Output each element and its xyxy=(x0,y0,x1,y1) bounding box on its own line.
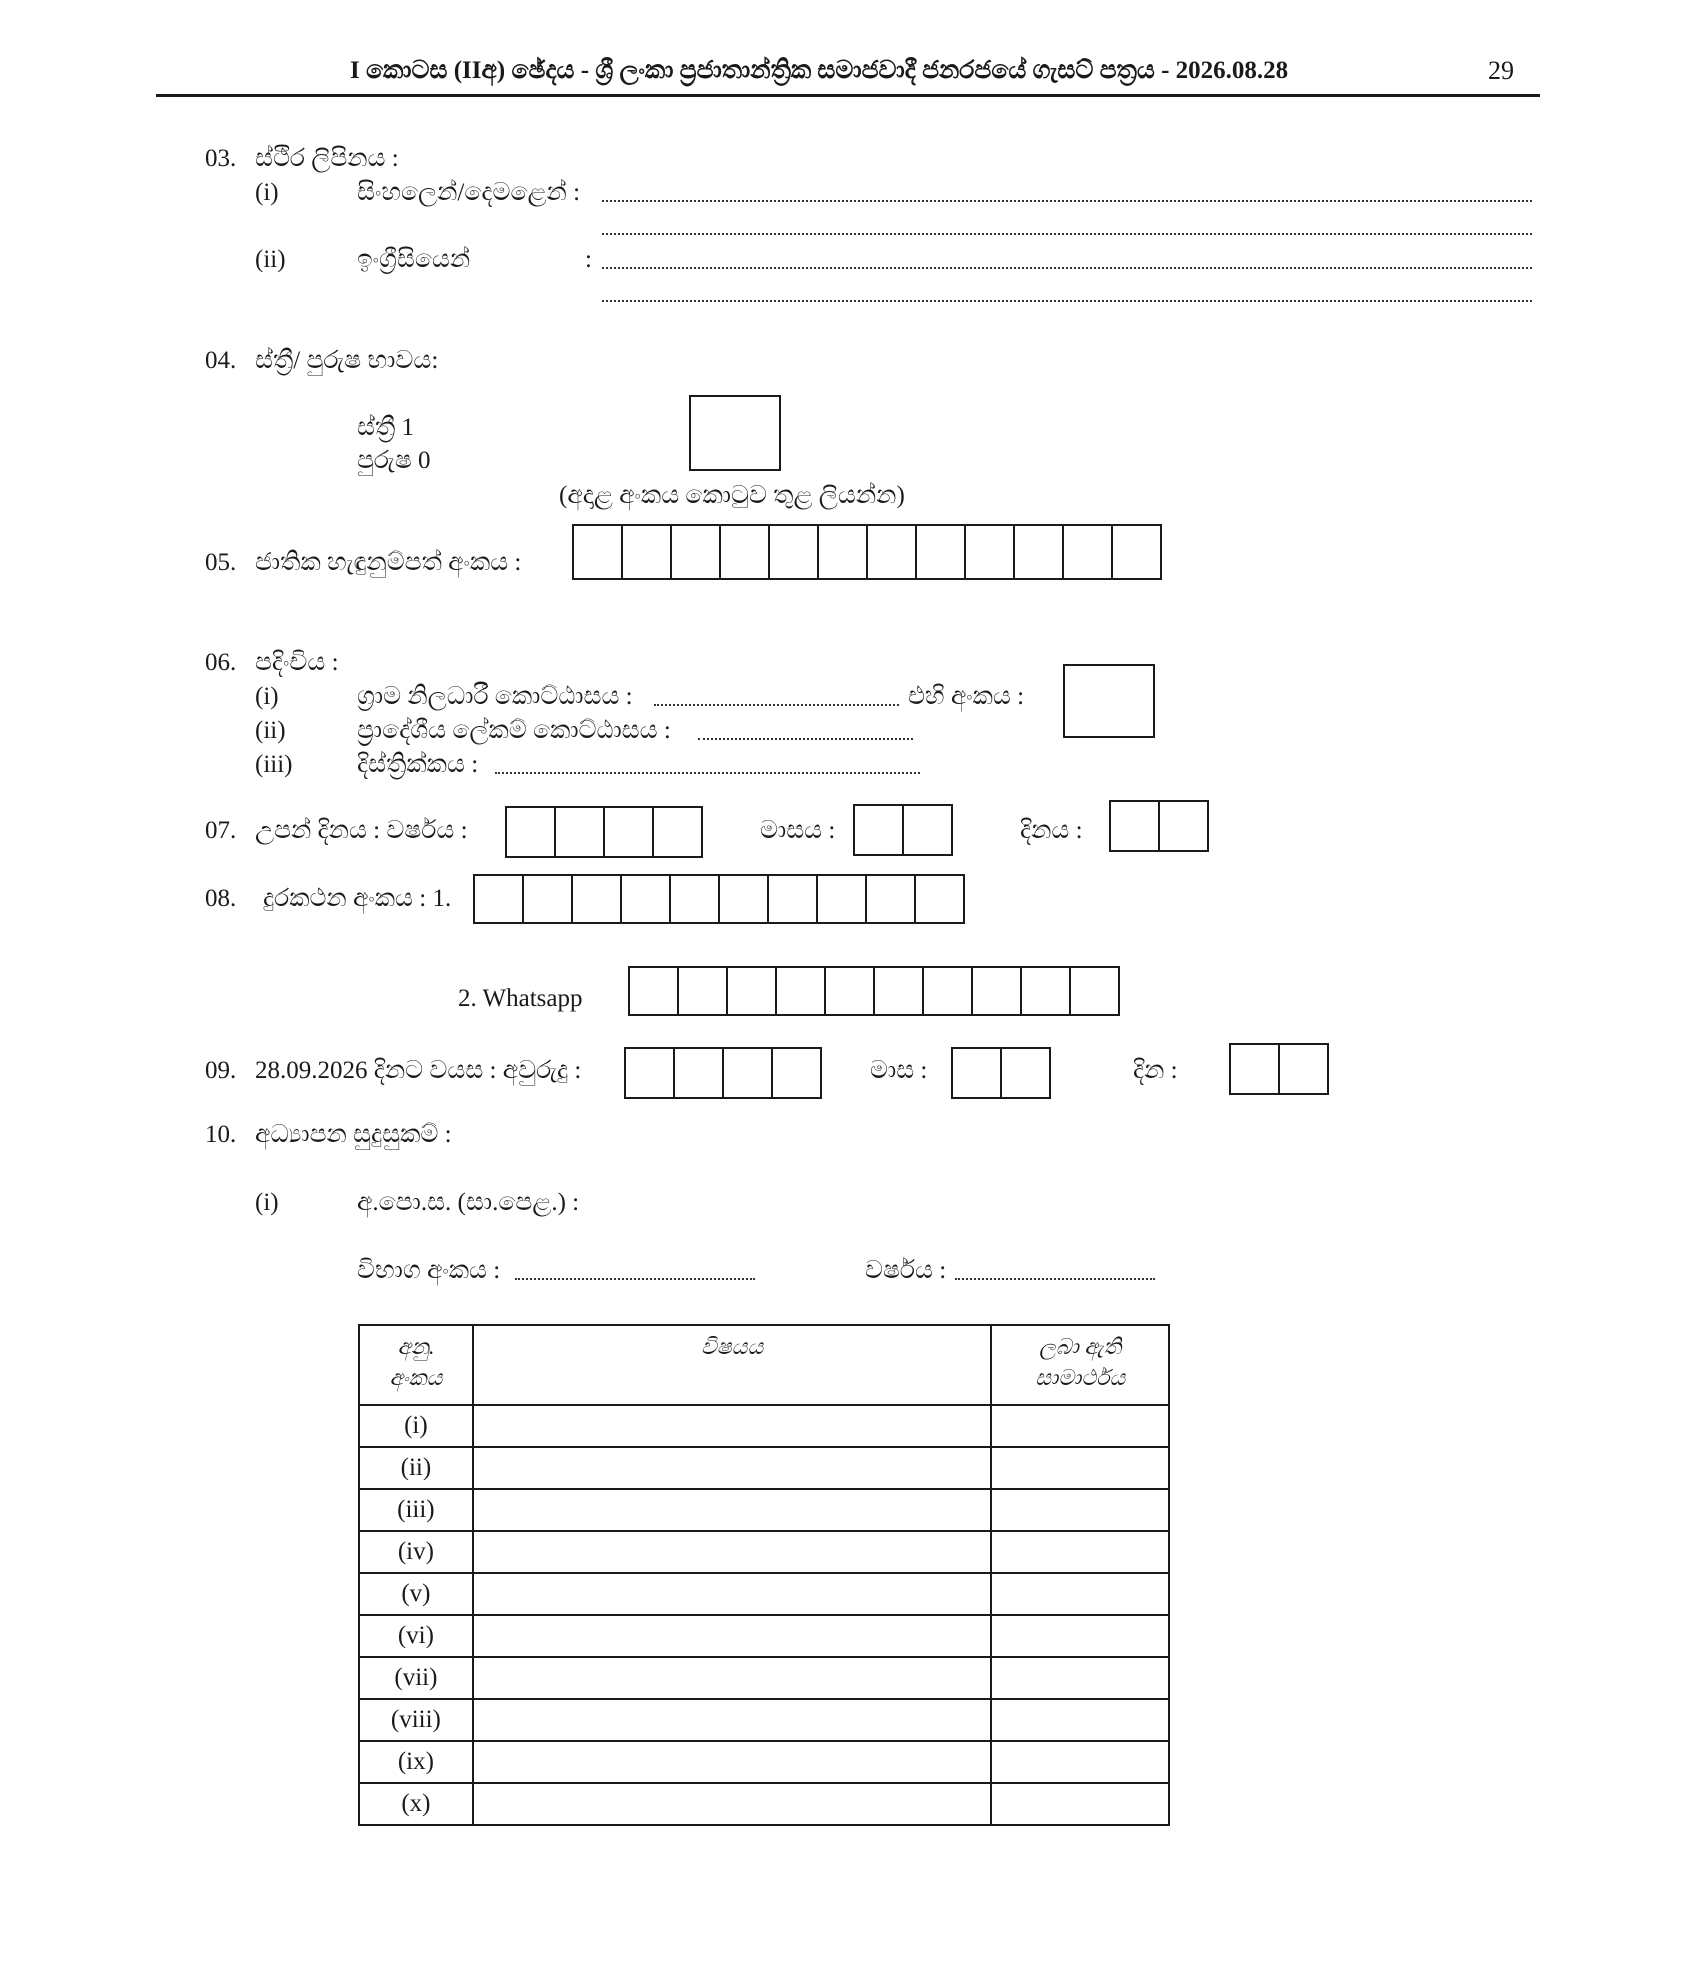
row-number: (x) xyxy=(359,1783,473,1825)
page-header-title: I කොටස (IIඅ) ඡේදය - ශ්‍රී ලංකා ප්‍රජාතාන්ත්‍රික සමාජවාදී ජනරජයේ ගැසට් පත්‍රය - 2026.08.28 xyxy=(350,57,1289,84)
phone-cell[interactable] xyxy=(718,874,769,924)
q10-year-label: වර්ෂය : xyxy=(865,1257,947,1284)
q06-ii-label: ප්‍රාදේශීය ලේකම් කොට්ඨාසය : xyxy=(357,717,671,744)
grade-cell[interactable] xyxy=(991,1405,1169,1447)
q06-label: පදිංචිය : xyxy=(255,649,339,676)
age-year-cell[interactable] xyxy=(673,1047,724,1099)
whatsapp-cell[interactable] xyxy=(922,966,973,1016)
subject-cell[interactable] xyxy=(473,1783,991,1825)
q03-number: 03. xyxy=(205,145,237,172)
nic-cell[interactable] xyxy=(670,524,721,580)
age-month-cell[interactable] xyxy=(951,1047,1002,1099)
month-cell[interactable] xyxy=(902,804,953,856)
q09-months-boxes[interactable] xyxy=(951,1047,1051,1099)
q03-i-roman: (i) xyxy=(255,179,279,206)
row-number: (vii) xyxy=(359,1657,473,1699)
table-row xyxy=(359,1699,1169,1741)
age-year-cell[interactable] xyxy=(771,1047,822,1099)
phone-cell[interactable] xyxy=(522,874,573,924)
whatsapp-cell[interactable] xyxy=(775,966,826,1016)
day-cell[interactable] xyxy=(1109,800,1160,852)
table-row xyxy=(359,1615,1169,1657)
phone-cell[interactable] xyxy=(473,874,524,924)
q09-label: 28.09.2026 දිනට වයස : අවුරුදු : xyxy=(255,1057,582,1084)
age-month-cell[interactable] xyxy=(1000,1047,1051,1099)
subject-cell[interactable] xyxy=(473,1531,991,1573)
nic-cell[interactable] xyxy=(621,524,672,580)
row-number: (ix) xyxy=(359,1741,473,1783)
age-day-cell[interactable] xyxy=(1278,1043,1329,1095)
q07-month-label: මාසය : xyxy=(760,817,836,844)
whatsapp-cell[interactable] xyxy=(873,966,924,1016)
q06-district-line[interactable] xyxy=(495,772,920,774)
grade-cell[interactable] xyxy=(991,1699,1169,1741)
table-header-row xyxy=(359,1325,1169,1405)
header-rule xyxy=(156,94,1540,97)
col-grade: ලබා ඇති සාමාර්ථය xyxy=(991,1325,1169,1405)
nic-cell[interactable] xyxy=(817,524,868,580)
q09-days-boxes[interactable] xyxy=(1229,1043,1329,1095)
q09-months-label: මාස : xyxy=(870,1057,928,1084)
q03-ii-label: ඉංග්‍රීසියෙන් xyxy=(357,246,471,273)
subject-cell[interactable] xyxy=(473,1699,991,1741)
day-cell[interactable] xyxy=(1158,800,1209,852)
row-number: (iv) xyxy=(359,1531,473,1573)
q08-whatsapp-boxes[interactable] xyxy=(628,966,1120,1016)
grade-cell[interactable] xyxy=(991,1615,1169,1657)
nic-cell[interactable] xyxy=(1062,524,1113,580)
q06-i-number-label: එහි අංකය : xyxy=(908,683,1025,710)
whatsapp-cell[interactable] xyxy=(628,966,679,1016)
month-cell[interactable] xyxy=(853,804,904,856)
phone-cell[interactable] xyxy=(767,874,818,924)
q04-note: (අදාළ අංකය කොටුව තුළ ලියන්න) xyxy=(559,482,905,509)
q07-label: උපන් දිනය : වර්ෂය : xyxy=(255,817,468,844)
q06-i-label: ග්‍රාම නිලධාරී කොට්ඨාසය : xyxy=(357,683,633,710)
nic-cell[interactable] xyxy=(866,524,917,580)
q04-label: ස්ත්‍රී/ පුරුෂ භාවය: xyxy=(255,347,439,374)
q09-days-label: දින : xyxy=(1133,1057,1178,1084)
nic-cell[interactable] xyxy=(964,524,1015,580)
q07-month-boxes[interactable] xyxy=(853,804,953,856)
table-row xyxy=(359,1489,1169,1531)
grade-cell[interactable] xyxy=(991,1741,1169,1783)
q06-number: 06. xyxy=(205,649,237,676)
q04-gender-box[interactable] xyxy=(689,395,781,471)
table-row xyxy=(359,1447,1169,1489)
q07-day-label: දිනය : xyxy=(1020,817,1083,844)
row-number: (v) xyxy=(359,1573,473,1615)
age-day-cell[interactable] xyxy=(1229,1043,1280,1095)
q10-label: අධ්‍යාපන සුදුසුකම් : xyxy=(255,1121,452,1148)
subject-cell[interactable] xyxy=(473,1489,991,1531)
table-row xyxy=(359,1405,1169,1447)
subject-cell[interactable] xyxy=(473,1573,991,1615)
row-number: (vi) xyxy=(359,1615,473,1657)
table-row xyxy=(359,1531,1169,1573)
phone-cell[interactable] xyxy=(914,874,965,924)
q09-years-boxes[interactable] xyxy=(624,1047,822,1099)
q03-ii-roman: (ii) xyxy=(255,246,286,273)
row-number: (i) xyxy=(359,1405,473,1447)
row-number: (ii) xyxy=(359,1447,473,1489)
phone-cell[interactable] xyxy=(620,874,671,924)
phone-cell[interactable] xyxy=(571,874,622,924)
subject-cell[interactable] xyxy=(473,1615,991,1657)
q04-female-option: ස්ත්‍රී 1 xyxy=(357,414,415,441)
table-row xyxy=(359,1783,1169,1825)
subject-cell[interactable] xyxy=(473,1447,991,1489)
q10-exam-number-line[interactable] xyxy=(515,1278,755,1280)
whatsapp-cell[interactable] xyxy=(1020,966,1071,1016)
table-row xyxy=(359,1741,1169,1783)
grade-cell[interactable] xyxy=(991,1447,1169,1489)
whatsapp-cell[interactable] xyxy=(1069,966,1120,1016)
q03-ii-colon: : xyxy=(585,246,592,273)
grade-cell[interactable] xyxy=(991,1573,1169,1615)
row-number: (iii) xyxy=(359,1489,473,1531)
phone-cell[interactable] xyxy=(669,874,720,924)
year-cell[interactable] xyxy=(505,806,556,858)
q07-number: 07. xyxy=(205,817,237,844)
subject-cell[interactable] xyxy=(473,1657,991,1699)
table-row xyxy=(359,1657,1169,1699)
nic-cell[interactable] xyxy=(915,524,966,580)
nic-cell[interactable] xyxy=(1013,524,1064,580)
phone-cell[interactable] xyxy=(816,874,867,924)
grade-cell[interactable] xyxy=(991,1783,1169,1825)
q08-whatsapp-label: 2. Whatsapp xyxy=(458,985,583,1012)
page-number: 29 xyxy=(1488,56,1514,85)
q03-i-line-1[interactable] xyxy=(602,200,1532,202)
q04-number: 04. xyxy=(205,347,237,374)
table-row xyxy=(359,1573,1169,1615)
year-cell[interactable] xyxy=(554,806,605,858)
whatsapp-cell[interactable] xyxy=(677,966,728,1016)
q07-year-boxes[interactable] xyxy=(505,806,703,858)
nic-cell[interactable] xyxy=(768,524,819,580)
col-subject: විෂයය xyxy=(473,1325,991,1405)
q06-ii-roman: (ii) xyxy=(255,717,286,744)
whatsapp-cell[interactable] xyxy=(726,966,777,1016)
q08-label: දුරකථන අංකය : 1. xyxy=(263,885,452,912)
q05-nic-boxes[interactable] xyxy=(572,524,1162,580)
grade-cell[interactable] xyxy=(991,1489,1169,1531)
q08-number: 08. xyxy=(205,885,237,912)
col-serial-number: අනු. අංකය xyxy=(359,1325,473,1405)
age-year-cell[interactable] xyxy=(624,1047,675,1099)
q03-i-label: සිංහලෙන්/දෙමළෙන් : xyxy=(357,179,581,206)
subjects-table xyxy=(358,1324,1170,1826)
q10-i-roman: (i) xyxy=(255,1189,279,1216)
subject-cell[interactable] xyxy=(473,1741,991,1783)
nic-cell[interactable] xyxy=(1111,524,1162,580)
q06-ds-division-line[interactable] xyxy=(698,738,913,740)
q03-label: ස්ථිර ලිපිනය : xyxy=(255,145,399,172)
whatsapp-cell[interactable] xyxy=(824,966,875,1016)
q05-label: ජාතික හැඳුනුම්පත් අංකය : xyxy=(255,549,522,576)
q03-i-line-2[interactable] xyxy=(602,233,1532,235)
nic-cell[interactable] xyxy=(719,524,770,580)
q06-i-roman: (i) xyxy=(255,683,279,710)
q06-gn-division-line[interactable] xyxy=(654,704,899,706)
q08-phone-boxes[interactable] xyxy=(473,874,965,924)
q03-ii-line-2[interactable] xyxy=(602,300,1532,302)
subject-cell[interactable] xyxy=(473,1405,991,1447)
q10-i-label: අ.පො.ස. (සා.පෙළ.) : xyxy=(357,1189,580,1216)
q10-year-line[interactable] xyxy=(955,1278,1155,1280)
year-cell[interactable] xyxy=(652,806,703,858)
q04-male-option: පුරුෂ 0 xyxy=(357,447,431,474)
q06-iii-label: දිස්ත්‍රික්කය : xyxy=(357,751,479,778)
q10-exam-number-label: විභාග අංකය : xyxy=(357,1257,501,1284)
q10-number: 10. xyxy=(205,1121,237,1148)
q06-iii-roman: (iii) xyxy=(255,751,293,778)
grade-cell[interactable] xyxy=(991,1657,1169,1699)
q07-day-boxes[interactable] xyxy=(1109,800,1209,852)
grade-cell[interactable] xyxy=(991,1531,1169,1573)
q09-number: 09. xyxy=(205,1057,237,1084)
nic-cell[interactable] xyxy=(572,524,623,580)
year-cell[interactable] xyxy=(603,806,654,858)
q05-number: 05. xyxy=(205,549,237,576)
phone-cell[interactable] xyxy=(865,874,916,924)
row-number: (viii) xyxy=(359,1699,473,1741)
whatsapp-cell[interactable] xyxy=(971,966,1022,1016)
q06-gn-number-box[interactable] xyxy=(1063,664,1155,738)
q03-ii-line-1[interactable] xyxy=(602,267,1532,269)
age-year-cell[interactable] xyxy=(722,1047,773,1099)
